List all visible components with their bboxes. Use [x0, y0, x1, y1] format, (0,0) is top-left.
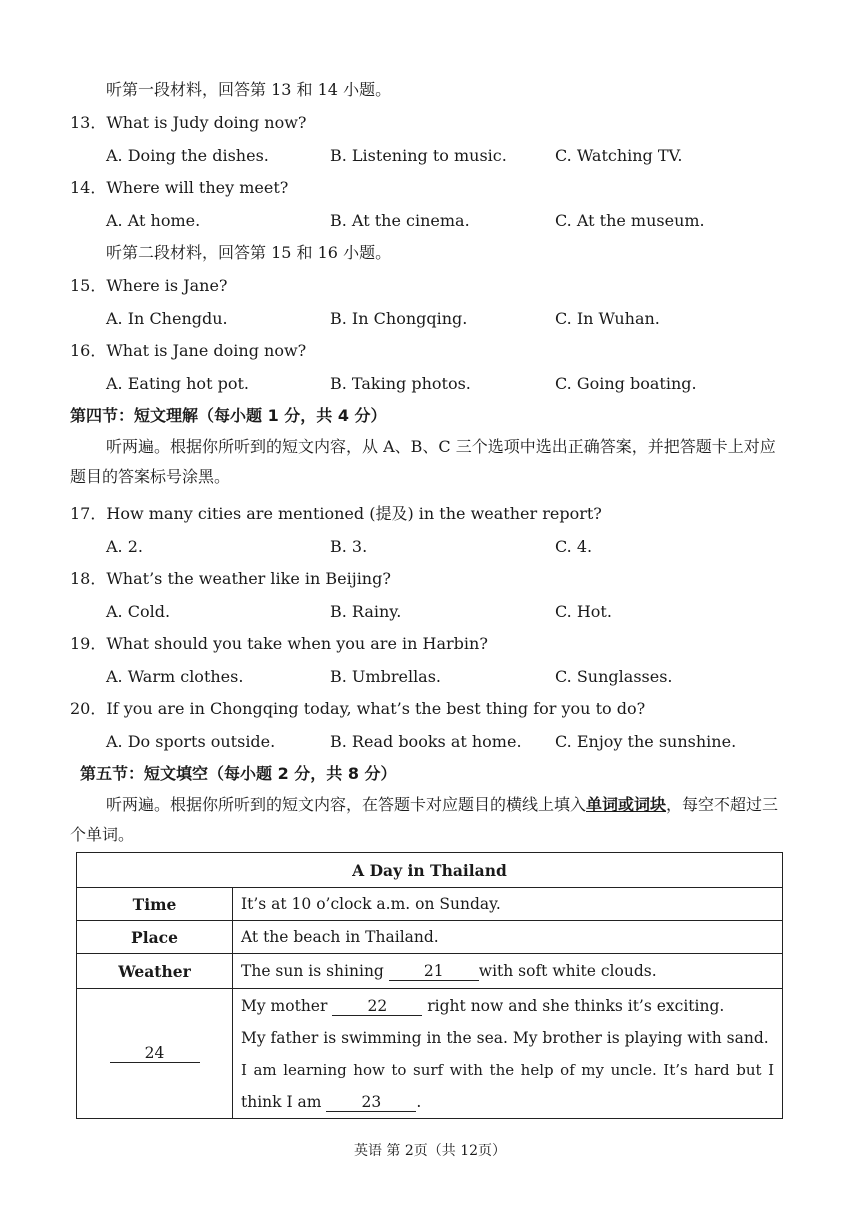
option-17b: B. 3. [330, 537, 368, 556]
place-label: Place [77, 921, 233, 954]
section4-instruction: 听两遍。根据你所听到的短文内容，从 A、B、C 三个选项中选出正确答案，并把答题卡上对应题目的答案标号涂黑。 [70, 437, 776, 486]
blank-22: 22 [332, 997, 422, 1016]
section4-heading: 第四节：短文理解（每小题 1 分，共 4 分） [70, 406, 387, 425]
question-15: 15．Where is Jane? [70, 276, 228, 295]
option-16a: A. Eating hot pot. [106, 374, 249, 393]
option-20b: B. Read books at home. [330, 732, 522, 751]
question-14: 14．Where will they meet? [70, 178, 289, 197]
weather-label: Weather [77, 954, 233, 989]
section5-instruction [70, 790, 786, 850]
option-19a: A. Warm clothes. [106, 667, 244, 686]
option-19b: B. Umbrellas. [330, 667, 442, 686]
activity-label-cell [77, 989, 233, 1119]
activity-line-3: I am learning how to surf with the help of my uncle. It’s hard but I [241, 1060, 774, 1079]
option-15b: B. In Chongqing. [330, 309, 468, 328]
option-18b: B. Rainy. [330, 602, 402, 621]
option-14c: C. At the museum. [555, 211, 705, 230]
instruction-text: 听两遍。根据你所听到的短文内容，在答题卡对应题目的横线上填入 [106, 795, 587, 814]
option-16b: B. Taking photos. [330, 374, 471, 393]
question-20: 20．If you are in Chongqing today, what’s the best thing for you to do? [70, 699, 646, 718]
question-17: 17．How many cities are mentioned (提及) in the weather report? [70, 504, 602, 523]
blank-21: 21 [389, 962, 479, 981]
option-16c: C. Going boating. [555, 374, 697, 393]
option-13c: C. Watching TV. [555, 146, 683, 165]
question-19: 19．What should you take when you are in Harbin? [70, 634, 488, 653]
option-13b: B. Listening to music. [330, 146, 507, 165]
question-18: 18．What’s the weather like in Beijing? [70, 569, 391, 588]
thailand-table [76, 852, 783, 1119]
page-footer: 英语 第 2页（共 12页） [353, 1143, 507, 1159]
section5-heading: 第五节：短文填空（每小题 2 分，共 8 分） [80, 764, 397, 783]
option-17a: A. 2. [106, 537, 143, 556]
time-label: Time [77, 888, 233, 921]
table-title: A Day in Thailand [77, 853, 783, 888]
option-15a: A. In Chengdu. [106, 309, 228, 328]
option-15c: C. In Wuhan. [555, 309, 660, 328]
blank-23: 23 [326, 1093, 416, 1112]
instruction-tail: ，每空不超过三个单词。 [70, 795, 779, 844]
act1-post: right now and she thinks it’s exciting. [427, 996, 725, 1015]
weather-post: with soft white clouds. [478, 961, 657, 980]
weather-pre: The sun is shining [241, 961, 384, 980]
activity-cell [233, 989, 783, 1119]
option-19c: C. Sunglasses. [555, 667, 673, 686]
act4-pre: think I am [241, 1092, 322, 1111]
option-20c: C. Enjoy the sunshine. [555, 732, 737, 751]
act1-pre: My mother [241, 996, 328, 1015]
weather-value [233, 954, 783, 989]
activity-line-2: My father is swimming in the sea. My brother is playing with sand. [241, 1028, 769, 1047]
blank-24: 24 [110, 1044, 200, 1063]
activity-line-1 [241, 990, 774, 1022]
place-value: At the beach in Thailand. [233, 921, 783, 954]
option-20a: A. Do sports outside. [106, 732, 276, 751]
act4-post: . [416, 1092, 422, 1111]
option-18c: C. Hot. [555, 602, 612, 621]
option-18a: A. Cold. [106, 602, 171, 621]
part1-instruction: 听第一段材料，回答第 13 和 14 小题。 [106, 80, 392, 99]
instruction-emphasis: 单词或词块 [586, 795, 667, 814]
question-13: 13．What is Judy doing now? [70, 113, 307, 132]
option-13a: A. Doing the dishes. [106, 146, 269, 165]
part2-instruction: 听第二段材料，回答第 15 和 16 小题。 [106, 243, 392, 262]
time-value: It’s at 10 o’clock a.m. on Sunday. [233, 888, 783, 921]
activity-line-4 [241, 1086, 774, 1118]
option-14b: B. At the cinema. [330, 211, 470, 230]
option-14a: A. At home. [106, 211, 201, 230]
question-16: 16．What is Jane doing now? [70, 341, 307, 360]
option-17c: C. 4. [555, 537, 593, 556]
